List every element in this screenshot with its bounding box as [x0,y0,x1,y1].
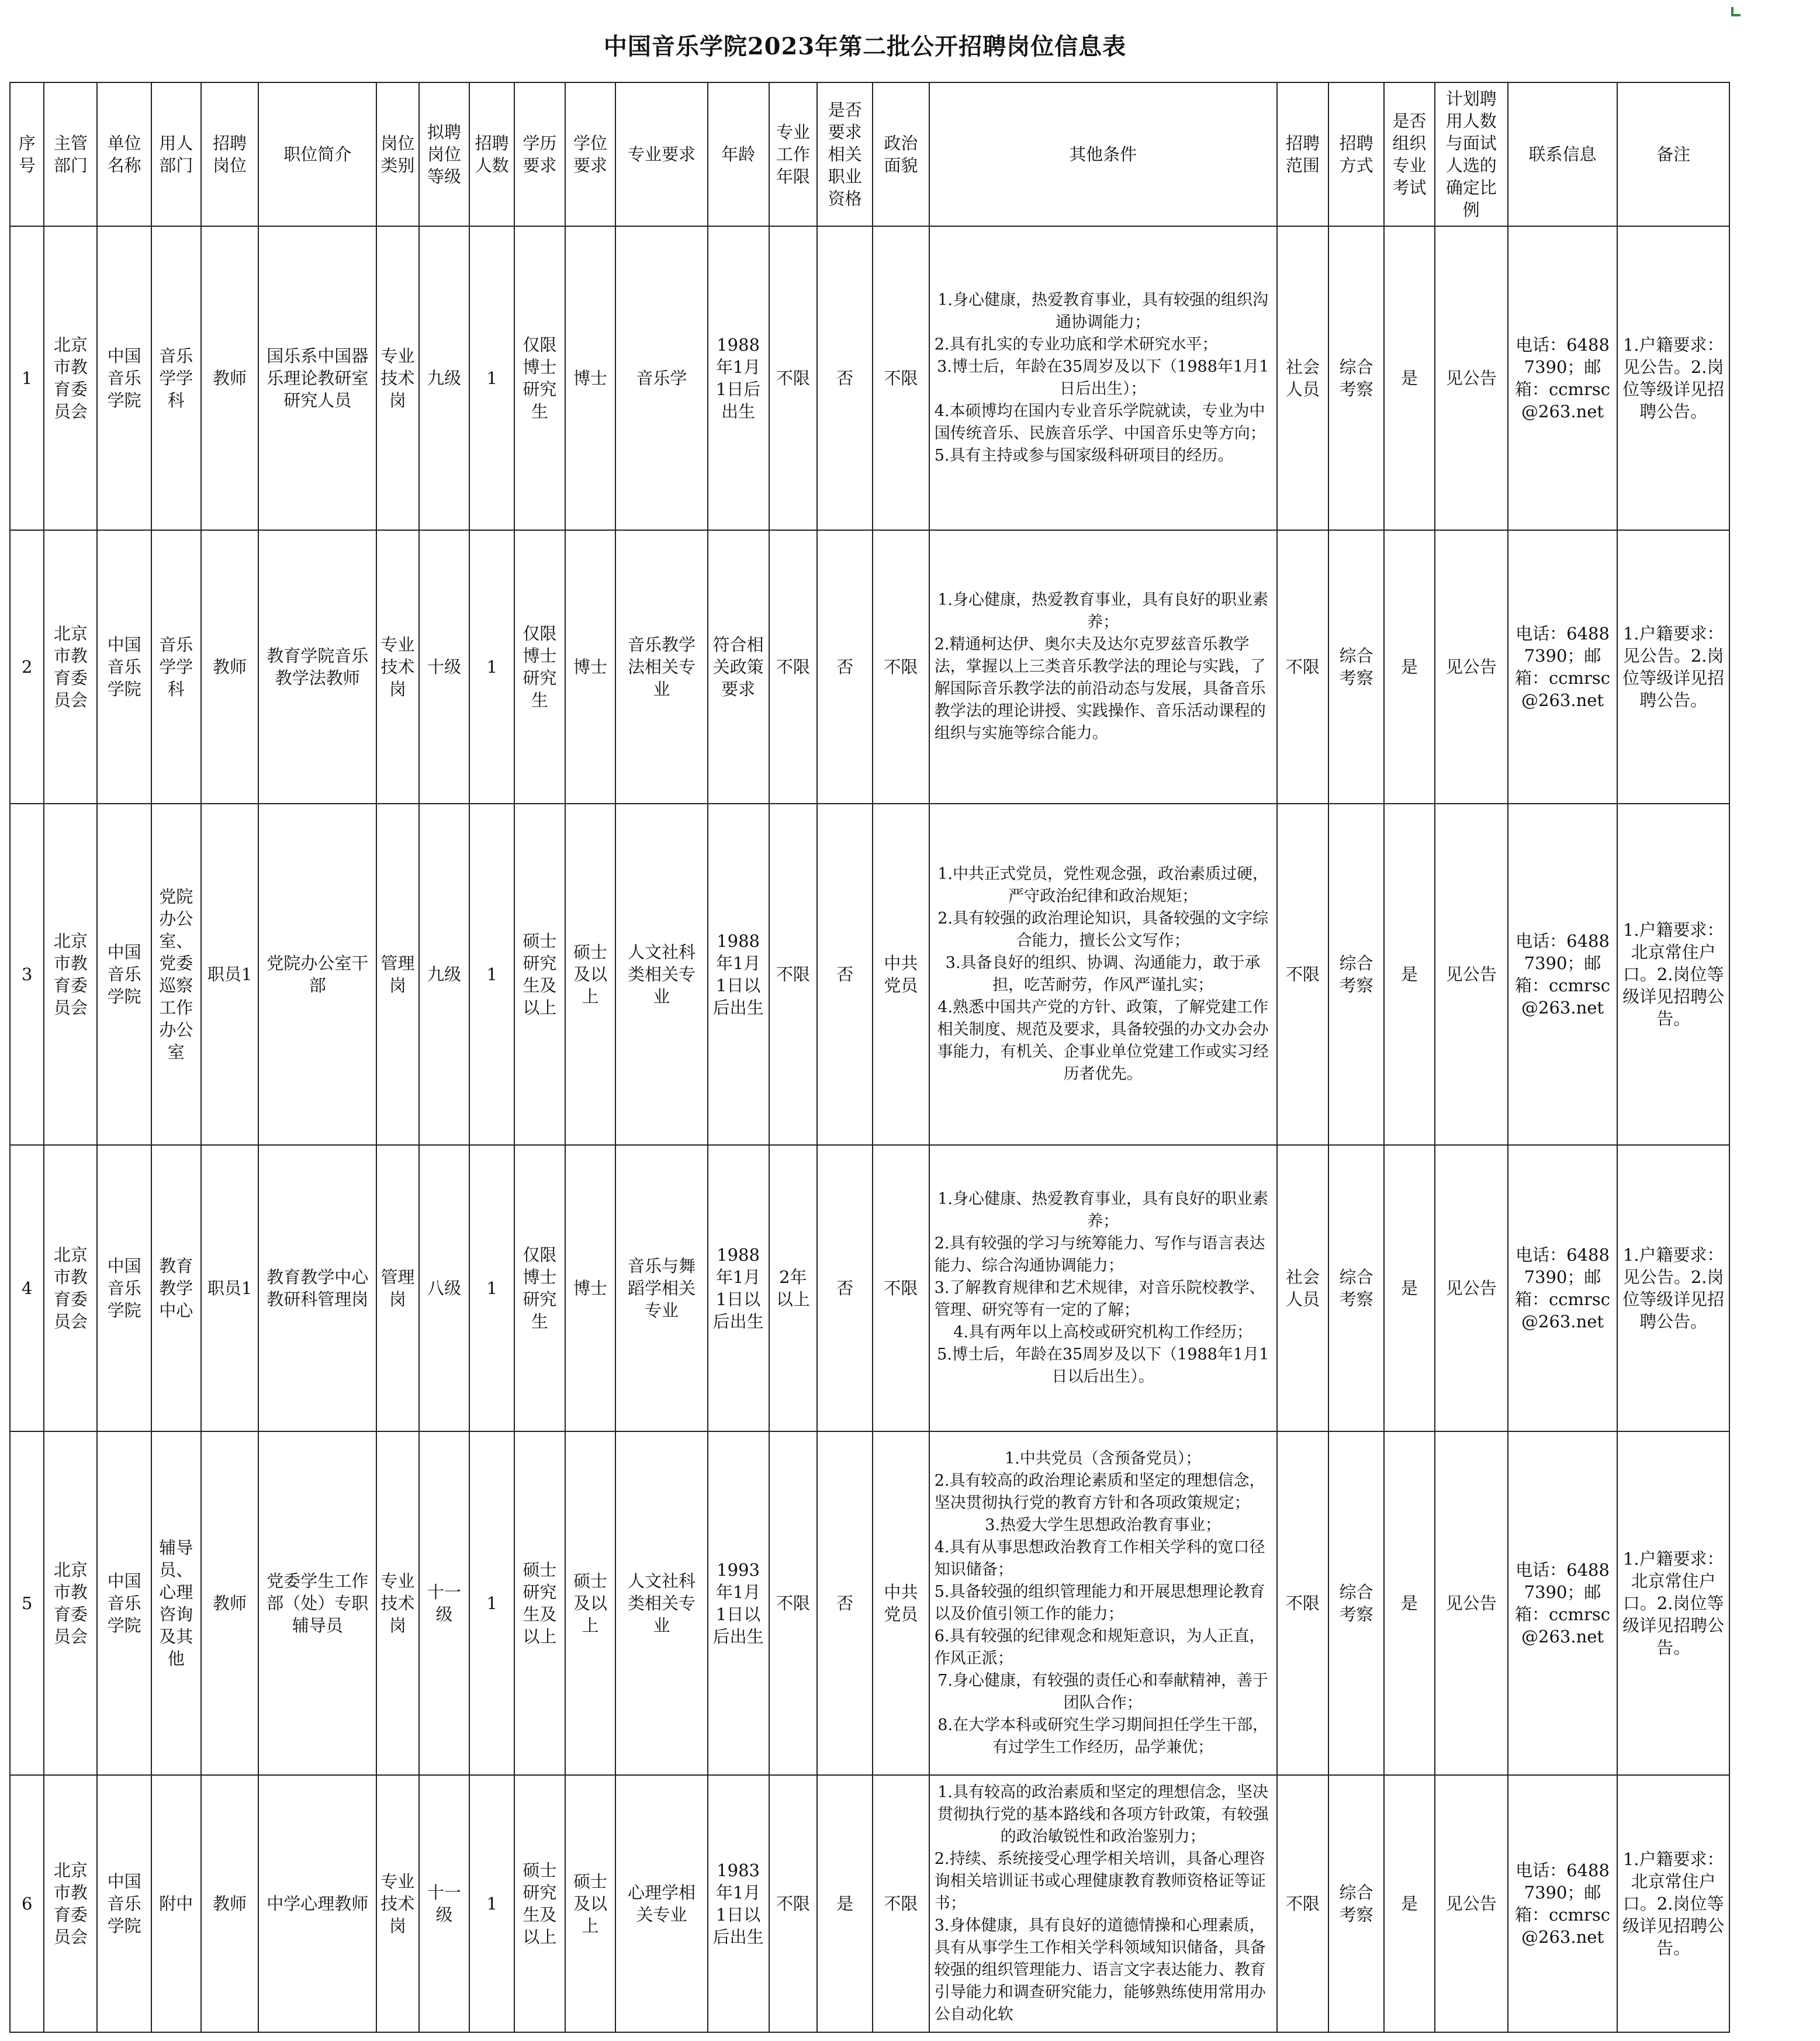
col-header-politics: 政治面貌 [873,82,929,226]
cell-no: 6 [10,1775,44,2032]
cell-category: 专业技术岗 [376,530,419,804]
cell-user-dept: 辅导员、心理咨询及其他 [151,1431,201,1775]
cell-count: 1 [469,530,514,804]
condition-item: 3.了解教育规律和艺术规律，对音乐院校教学、管理、研究等有一定的了解； [934,1279,1265,1319]
cell-category: 管理岗 [376,804,419,1145]
cell-major: 人文社科类相关专业 [615,804,707,1145]
cell-major: 人文社科类相关专业 [615,1431,707,1775]
cell-dept: 北京市教育委员会 [44,1775,97,2032]
cell-contact: 电话：64887390；邮箱：ccmrsc@263.net [1508,1775,1618,2032]
col-header-count: 招聘人数 [469,82,514,226]
cell-cert: 否 [817,530,873,804]
condition-item: 4.本硕博均在国内专业音乐学院就读，专业为中国传统音乐、民族音乐学、中国音乐史等方向； [934,402,1266,442]
cell-scope: 不限 [1277,530,1329,804]
cell-unit: 中国音乐学院 [97,1775,151,2032]
cell-intro: 中学心理教师 [258,1775,376,2032]
cell-category: 专业技术岗 [376,1431,419,1775]
cell-category: 管理岗 [376,1145,419,1431]
conditions-scroll-area [935,1781,1272,2026]
cell-edu: 仅限博士研究生 [514,530,565,804]
cell-method: 综合考察 [1328,1145,1384,1431]
condition-item: 5.具备较强的组织管理能力和开展思想理论教育以及价值引领工作的能力； [934,1583,1265,1623]
col-header-conditions: 其他条件 [929,82,1277,226]
cell-age: 1988年1月1日以后出生 [708,804,769,1145]
col-header-years: 专业工作年限 [769,82,818,226]
cell-post: 职员1 [201,804,259,1145]
cell-no: 2 [10,530,44,804]
cell-unit: 中国音乐学院 [97,804,151,1145]
cell-conditions [929,226,1277,530]
cell-scope: 不限 [1277,1431,1329,1775]
cell-major: 音乐与舞蹈学相关专业 [615,1145,707,1431]
cell-contact: 电话：64887390；邮箱：ccmrsc@263.net [1508,804,1618,1145]
table-row [10,1431,1729,1775]
col-header-method: 招聘方式 [1328,82,1384,226]
cell-level: 十一级 [419,1431,470,1775]
table-row [10,804,1729,1145]
cell-remark: 1.户籍要求：北京常住户口。2.岗位等级详见招聘公告。 [1617,804,1729,1145]
cell-degree: 硕士及以上 [565,1431,616,1775]
col-header-scope: 招聘范围 [1277,82,1329,226]
col-header-user-dept: 用人部门 [151,82,201,226]
cell-cert: 否 [817,1431,873,1775]
cell-remark: 1.户籍要求：北京常住户口。2.岗位等级详见招聘公告。 [1617,1431,1729,1775]
cell-no: 3 [10,804,44,1145]
cell-user-dept: 音乐学学科 [151,226,201,530]
cell-politics: 不限 [873,226,929,530]
col-header-age: 年龄 [708,82,769,226]
cell-level: 八级 [419,1145,470,1431]
condition-item: 1.具有较高的政治素质和坚定的理想信念，坚决贯彻执行党的基本路线和各项方针政策，有较强的政治敏锐性和政治鉴别力； [937,1783,1269,1846]
cell-level: 十一级 [419,1775,470,2032]
cell-age: 1993年1月1日以后出生 [708,1431,769,1775]
condition-item: 3.热爱大学生思想政治教育事业； [985,1516,1222,1534]
cell-contact: 电话：64887390；邮箱：ccmrsc@263.net [1508,1145,1618,1431]
cell-degree: 博士 [565,226,616,530]
col-header-dept: 主管部门 [44,82,97,226]
cell-exam: 是 [1384,1431,1435,1775]
cell-unit: 中国音乐学院 [97,1431,151,1775]
cell-ratio: 见公告 [1435,804,1508,1145]
cell-major: 音乐学 [615,226,707,530]
col-header-degree: 学位要求 [565,82,616,226]
cell-count: 1 [469,1145,514,1431]
cell-years: 不限 [769,226,818,530]
cell-ratio: 见公告 [1435,226,1508,530]
cell-intro: 国乐系中国器乐理论教研室研究人员 [258,226,376,530]
cell-remark: 1.户籍要求：见公告。2.岗位等级详见招聘公告。 [1617,1145,1729,1431]
cell-cert: 否 [817,804,873,1145]
cell-exam: 是 [1384,1775,1435,2032]
cell-remark: 1.户籍要求：见公告。2.岗位等级详见招聘公告。 [1617,226,1729,530]
condition-item: 1.身心健康、热爱教育事业，具有良好的职业素养； [937,1190,1269,1230]
condition-item: 2.具有较强的政治理论知识，具备较强的文字综合能力，擅长公文写作； [937,909,1269,950]
condition-item: 1.身心健康，热爱教育事业，具有良好的职业素养； [937,591,1269,631]
cell-remark: 1.户籍要求：见公告。2.岗位等级详见招聘公告。 [1617,530,1729,804]
cell-ratio: 见公告 [1435,530,1508,804]
cell-method: 综合考察 [1328,1431,1384,1775]
cell-unit: 中国音乐学院 [97,530,151,804]
cell-edu: 仅限博士研究生 [514,1145,565,1431]
cell-conditions [929,804,1277,1145]
cell-method: 综合考察 [1328,804,1384,1145]
condition-item: 3.身体健康，具有良好的道德情操和心理素质，具有从事学生工作相关学科领域知识储备，具备较强的组织管理能力、语言文字表达能力、教育引导能力和调查研究能力，能够熟练使用常用办公自动化软 [934,1917,1266,2023]
corner-mark [1731,7,1741,16]
condition-item: 2.具有较强的学习与统筹能力、写作与语言表达能力、综合沟通协调能力； [934,1234,1265,1275]
cell-edu: 硕士研究生及以上 [514,1775,565,2032]
condition-item: 2.具有较高的政治理论素质和坚定的理想信念，坚决贯彻执行党的教育方针和各项政策规定； [934,1472,1265,1512]
cell-dept: 北京市教育委员会 [44,1145,97,1431]
col-header-ratio: 计划聘用人数与面试人选的确定比例 [1435,82,1508,226]
cell-user-dept: 教育教学中心 [151,1145,201,1431]
cell-years: 不限 [769,1431,818,1775]
cell-no: 4 [10,1145,44,1431]
cell-method: 综合考察 [1328,226,1384,530]
table-row [10,530,1729,804]
condition-item: 3.具备良好的组织、协调、沟通能力，敢于承担，吃苦耐劳，作风严谨扎实； [945,954,1261,994]
cell-post: 教师 [201,530,259,804]
cell-exam: 是 [1384,530,1435,804]
cell-ratio: 见公告 [1435,1145,1508,1431]
cell-level: 九级 [419,804,470,1145]
condition-item: 4.具有两年以上高校或研究机构工作经历； [953,1323,1253,1341]
cell-edu: 仅限博士研究生 [514,226,565,530]
page-title: 中国音乐学院2023年第二批公开招聘岗位信息表 [603,33,1127,60]
cell-conditions [929,1145,1277,1431]
condition-item: 7.身心健康，有较强的责任心和奉献精神，善于团队合作； [937,1672,1269,1712]
condition-item: 2.持续、系统接受心理学相关培训，具备心理咨询相关培训证书或心理健康教育教师资格证等证书； [934,1850,1266,1912]
condition-item: 5.具有主持或参与国家级科研项目的经历。 [934,447,1234,465]
cell-count: 1 [469,1431,514,1775]
job-table [9,82,1730,2033]
cell-scope: 社会人员 [1277,1145,1329,1431]
cell-conditions [929,1431,1277,1775]
cell-intro: 党院办公室干部 [258,804,376,1145]
cell-age: 1983年1月1日以后出生 [708,1775,769,2032]
cell-method: 综合考察 [1328,530,1384,804]
cell-major: 音乐教学法相关专业 [615,530,707,804]
cell-scope: 不限 [1277,804,1329,1145]
cell-age: 1988年1月1日后出生 [708,226,769,530]
cell-degree: 博士 [565,530,616,804]
cell-post: 教师 [201,1775,259,2032]
cell-politics: 不限 [873,1775,929,2032]
col-header-no: 序号 [10,82,44,226]
conditions-scroll-area [935,1448,1272,1759]
cell-contact: 电话：64887390；邮箱：ccmrsc@263.net [1508,1431,1618,1775]
cell-level: 九级 [419,226,470,530]
cell-age: 符合相关政策要求 [708,530,769,804]
col-header-post: 招聘岗位 [201,82,259,226]
cell-years: 2年以上 [769,1145,818,1431]
cell-age: 1988年1月1日以后出生 [708,1145,769,1431]
condition-item: 5.博士后，年龄在35周岁及以下（1988年1月1日以后出生）。 [937,1345,1269,1386]
col-header-remark: 备注 [1617,82,1729,226]
condition-item: 6.具有较强的纪律观念和规矩意识，为人正直，作风正派； [934,1627,1265,1668]
cell-intro: 教育教学中心教研科管理岗 [258,1145,376,1431]
cell-years: 不限 [769,1775,818,2032]
cell-years: 不限 [769,804,818,1145]
cell-count: 1 [469,1775,514,2032]
cell-category: 专业技术岗 [376,226,419,530]
cell-user-dept: 音乐学学科 [151,530,201,804]
cell-unit: 中国音乐学院 [97,226,151,530]
cell-count: 1 [469,804,514,1145]
condition-item: 1.中共党员（含预备党员）； [1005,1450,1202,1468]
condition-item: 3.博士后，年龄在35周岁及以下（1988年1月1日后出生）； [937,358,1269,398]
condition-item: 1.身心健康，热爱教育事业，具有较强的组织沟通协调能力； [937,291,1269,331]
table-row [10,1775,1729,2032]
cell-remark: 1.户籍要求：北京常住户口。2.岗位等级详见招聘公告。 [1617,1775,1729,2032]
cell-cert: 否 [817,1145,873,1431]
cell-degree: 硕士及以上 [565,1775,616,2032]
col-header-intro: 职位简介 [258,82,376,226]
cell-exam: 是 [1384,804,1435,1145]
condition-item: 2.精通柯达伊、奥尔夫及达尔克罗兹音乐教学法，掌握以上三类音乐教学法的理论与实践，了解国际音乐教学法的前沿动态与发展，具备音乐教学法的理论讲授、实践操作、音乐活动课程的组织与实施等综合能力。 [934,635,1266,742]
condition-item: 4.熟悉中国共产党的方针、政策，了解党建工作相关制度、规范及要求，具备较强的办文办会办事能力，有机关、企事业单位党建工作或实习经历者优先。 [937,998,1269,1083]
col-header-edu: 学历要求 [514,82,565,226]
condition-item: 8.在大学本科或研究生学习期间担任学生干部，有过学生工作经历，品学兼优； [937,1716,1269,1756]
condition-item: 4.具有从事思想政治教育工作相关学科的宽口径知识储备； [934,1538,1265,1579]
cell-edu: 硕士研究生及以上 [514,1431,565,1775]
table-row [10,226,1729,530]
cell-intro: 教育学院音乐教学法教师 [258,530,376,804]
cell-contact: 电话：64887390；邮箱：ccmrsc@263.net [1508,530,1618,804]
header-row [10,82,1729,226]
cell-degree: 博士 [565,1145,616,1431]
cell-major: 心理学相关专业 [615,1775,707,2032]
cell-dept: 北京市教育委员会 [44,530,97,804]
cell-ratio: 见公告 [1435,1431,1508,1775]
col-header-level: 拟聘岗位等级 [419,82,470,226]
cell-method: 综合考察 [1328,1775,1384,2032]
cell-dept: 北京市教育委员会 [44,226,97,530]
cell-category: 专业技术岗 [376,1775,419,2032]
cell-no: 5 [10,1431,44,1775]
table-row [10,1145,1729,1431]
condition-item: 1.中共正式党员，党性观念强，政治素质过硬，严守政治纪律和政治规矩； [937,865,1269,905]
col-header-contact: 联系信息 [1508,82,1618,226]
cell-exam: 是 [1384,1145,1435,1431]
col-header-exam: 是否组织专业考试 [1384,82,1435,226]
col-header-major: 专业要求 [615,82,707,226]
cell-cert: 是 [817,1775,873,2032]
col-header-category: 岗位类别 [376,82,419,226]
cell-exam: 是 [1384,226,1435,530]
cell-user-dept: 党院办公室、党委巡察工作办公室 [151,804,201,1145]
cell-conditions [929,1775,1277,2032]
cell-no: 1 [10,226,44,530]
cell-post: 职员1 [201,1145,259,1431]
cell-dept: 北京市教育委员会 [44,1431,97,1775]
cell-years: 不限 [769,530,818,804]
cell-politics: 不限 [873,1145,929,1431]
cell-unit: 中国音乐学院 [97,1145,151,1431]
cell-level: 十级 [419,530,470,804]
cell-intro: 党委学生工作部（处）专职辅导员 [258,1431,376,1775]
cell-politics: 不限 [873,530,929,804]
cell-politics: 中共党员 [873,1431,929,1775]
cell-post: 教师 [201,226,259,530]
cell-dept: 北京市教育委员会 [44,804,97,1145]
condition-item: 2.具有扎实的专业功底和学术研究水平； [934,335,1218,354]
cell-degree: 硕士及以上 [565,804,616,1145]
cell-post: 教师 [201,1431,259,1775]
cell-conditions [929,530,1277,804]
cell-scope: 社会人员 [1277,226,1329,530]
cell-contact: 电话：64887390；邮箱：ccmrsc@263.net [1508,226,1618,530]
cell-user-dept: 附中 [151,1775,201,2032]
cell-count: 1 [469,226,514,530]
cell-scope: 不限 [1277,1775,1329,2032]
col-header-unit: 单位名称 [97,82,151,226]
cell-politics: 中共党员 [873,804,929,1145]
col-header-cert: 是否要求相关职业资格 [817,82,873,226]
cell-edu: 硕士研究生及以上 [514,804,565,1145]
cell-cert: 否 [817,226,873,530]
cell-ratio: 见公告 [1435,1775,1508,2032]
